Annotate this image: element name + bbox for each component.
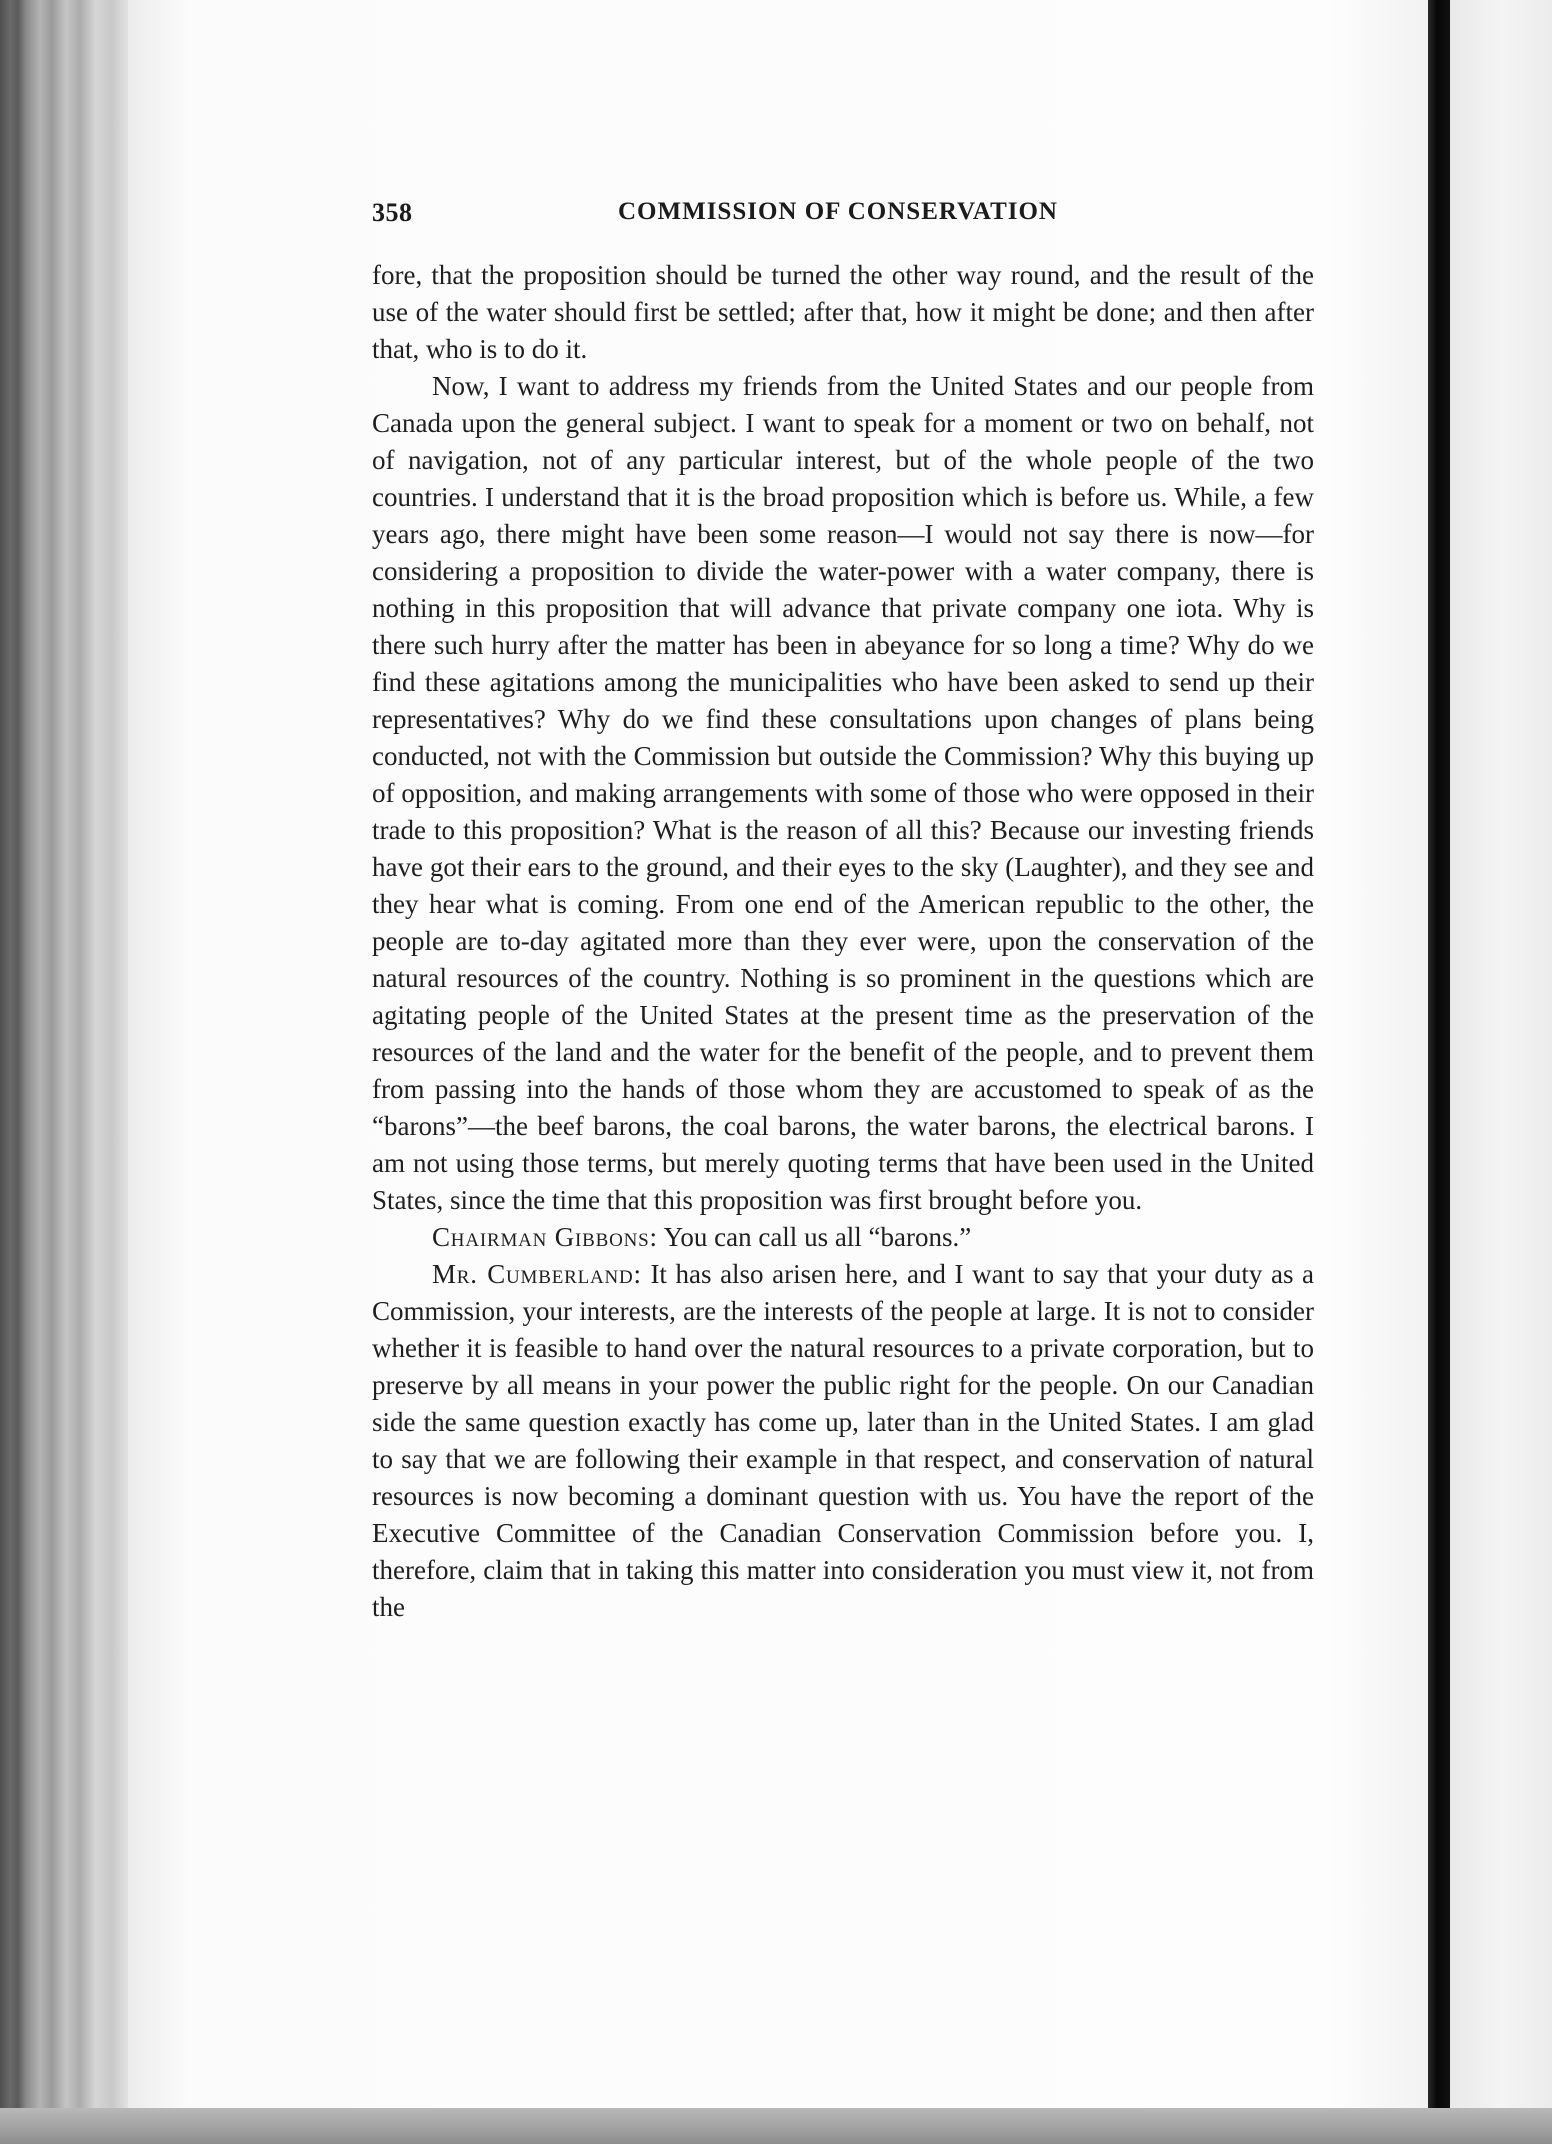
speaker-name: Mr. Cumberland: (432, 1259, 642, 1289)
page-header (372, 196, 1318, 232)
paragraph-text: Now, I want to address my friends from the United States and our people from Canada upon the general subject. I want to speak for a moment or two on behalf, not of navigation, not of any particular interest, but of the whole people of the two countries. I understand that it is the broad proposition which is before us. While, a few years ago, there might have been some reason—I would not say there is now—for considering a proposition to divide the water-power with a water company, there is nothing in this proposition that will advance that private company one iota. Why is there such hurry after the matter has been in abeyance for so long a time? Why do we find these agitations among the municipalities who have been asked to send up their representatives? Why do we find these consultations upon changes of plans being conducted, not with the Commission but outside the Commission? Why this buying up of opposition, and making arrangements with some of those who were opposed in their trade to this proposition? What is the reason of all this? Because our investing friends have got their ears to the ground, and their eyes to the sky (Laughter), and they see and they hear what is coming. From one end of the American republic to the other, the people are to-day agitated more than they ever were, upon the conservation of the natural resources of the country. Nothing is so prominent in the questions which are agitating people of the United States at the present time as the preservation of the resources of the land and the water for the benefit of the people, and to prevent them from passing into the hands of those whom they are accustomed to speak of as the “barons”—the beef barons, the coal barons, the water barons, the electrical barons. I am not using those terms, but merely quoting terms that have been used in the United States, since the time that this proposition was first brought before you. (372, 371, 1314, 1215)
paragraph (372, 368, 1314, 1219)
paragraph-text: fore, that the proposition should be turned the other way round, and the result of the use of the water should first be settled; after that, how it might be done; and then after that, who is to do it. (372, 260, 1314, 364)
facing-page-edge (1450, 0, 1552, 2144)
dialogue-paragraph (372, 1219, 1314, 1256)
paragraph-text: It has also arisen here, and I want to say that your duty as a Commission, your interests, are the interests of the people at large. It is not to consider whether it is feasible to hand over the natural resources to a private corporation, but to preserve by all means in your power the public right for the people. On our Canadian side the same question exactly has come up, later than in the United States. I am glad to say that we are following their example in that respect, and conservation of natural resources is now becoming a dominant question with us. You have the report of the Executive Committee of the Canadian Conservation Commission before you. I, therefore, claim that in taking this matter into consideration you must view it, not from the (372, 1259, 1315, 1622)
running-head: COMMISSION OF CONSERVATION (618, 198, 1058, 225)
body-text (372, 257, 1314, 1626)
book-binding-edge (0, 0, 128, 2144)
paragraph-text: You can call us all “barons.” (663, 1222, 972, 1252)
dialogue-paragraph (372, 1256, 1314, 1626)
page-number: 358 (372, 198, 413, 227)
book-gutter-shadow (1428, 0, 1450, 2144)
paragraph-continuation (372, 257, 1314, 368)
speaker-name: Chairman Gibbons: (432, 1222, 658, 1252)
scan-bottom-edge (0, 2108, 1552, 2144)
